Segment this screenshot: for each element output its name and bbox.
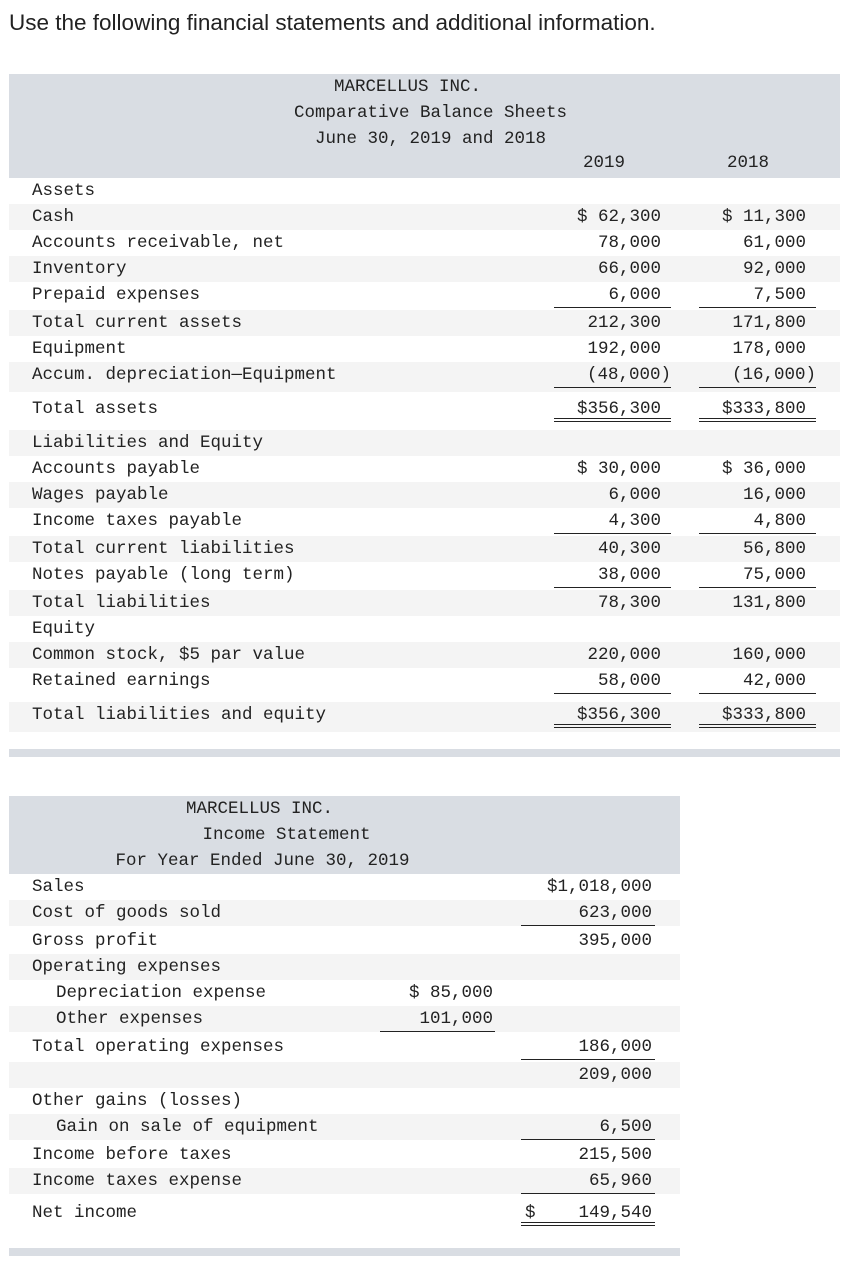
bs-row — [9, 178, 840, 204]
bs-row-label: Inventory — [32, 259, 127, 279]
bs-row-label: Total liabilities and equity — [32, 705, 327, 725]
is-cell-inner — [380, 1114, 495, 1140]
bs-cell-2018: 4,800 — [699, 508, 816, 534]
bs-col-2019: 2019 — [582, 153, 625, 173]
bs-row-label: Cash — [32, 207, 75, 227]
is-row — [9, 954, 680, 980]
bs-company: MARCELLUS INC. — [333, 77, 482, 97]
bs-cell-2019: 66,000 — [597, 259, 661, 279]
is-row — [9, 928, 680, 954]
is-cell-inner — [380, 1088, 495, 1114]
bs-row-label: Assets — [32, 181, 96, 201]
bs-cell-2018: 75,000 — [699, 562, 816, 588]
bs-row-label: Liabilities and Equity — [32, 433, 264, 453]
bs-cell-2018 — [699, 178, 816, 204]
bs-row — [9, 310, 840, 336]
bs-row-label: Notes payable (long term) — [32, 565, 295, 585]
is-row-label: Total operating expenses — [32, 1037, 285, 1057]
is-cell-outer — [521, 1088, 655, 1114]
is-cell-outer: 215,500 — [578, 1145, 652, 1165]
bs-cell-2018: 42,000 — [699, 668, 816, 694]
bs-cell-2019: $ 62,300 — [576, 207, 661, 227]
bs-row-label: Total assets — [32, 399, 159, 419]
bs-row — [9, 456, 840, 482]
bs-cell-2019: 6,000 — [608, 485, 661, 505]
bs-cell-2019 — [554, 430, 671, 456]
is-cell-inner: 101,000 — [380, 1006, 495, 1032]
is-row-label: Other expenses — [56, 1009, 204, 1029]
bs-cell-2019: $356,300 — [554, 702, 671, 728]
is-currency-symbol: $ — [525, 1203, 536, 1223]
bs-cell-2019: 78,000 — [597, 233, 661, 253]
bs-cell-2018: 56,800 — [742, 539, 806, 559]
bs-cell-2019 — [554, 616, 671, 642]
bs-footer-bar — [9, 749, 840, 757]
is-row — [9, 1142, 680, 1168]
bs-cell-2019: $356,300 — [554, 396, 671, 422]
bs-cell-2018: 61,000 — [742, 233, 806, 253]
is-cell-inner — [380, 1062, 495, 1088]
bs-row — [9, 336, 840, 362]
bs-row — [9, 536, 840, 562]
is-cell-outer: 65,960 — [521, 1168, 655, 1194]
is-cell-outer: 149,540 — [521, 1200, 655, 1226]
is-row-label: Income before taxes — [32, 1145, 232, 1165]
bs-date: June 30, 2019 and 2018 — [314, 129, 547, 149]
is-row-label: Cost of goods sold — [32, 903, 222, 923]
bs-cell-2018: 7,500 — [699, 282, 816, 308]
bs-row-label: Accounts receivable, net — [32, 233, 285, 253]
is-cell-inner — [380, 874, 495, 900]
is-cell-outer: $1,018,000 — [546, 877, 652, 897]
bs-cell-2018: 178,000 — [732, 339, 806, 359]
is-cell-inner — [380, 900, 495, 926]
bs-row-label: Equity — [32, 619, 96, 639]
balance-sheet-header — [9, 74, 840, 178]
bs-cell-2019: 192,000 — [587, 339, 661, 359]
bs-cell-2019: 78,300 — [597, 593, 661, 613]
is-row-label: Gain on sale of equipment — [56, 1117, 319, 1137]
bs-cell-2019: 58,000 — [554, 668, 671, 694]
bs-row-label: Income taxes payable — [32, 511, 243, 531]
bs-row — [9, 590, 840, 616]
bs-row — [9, 702, 840, 732]
bs-row — [9, 282, 840, 308]
is-title: Income Statement — [202, 825, 371, 845]
is-cell-inner — [380, 954, 495, 980]
bs-row-label: Wages payable — [32, 485, 169, 505]
is-cell-outer — [521, 1006, 655, 1032]
bs-cell-2019: 212,300 — [587, 313, 661, 333]
is-row — [9, 900, 680, 926]
is-row — [9, 1088, 680, 1114]
is-cell-inner — [380, 1168, 495, 1194]
is-cell-inner — [380, 1142, 495, 1168]
is-cell-inner: $ 85,000 — [408, 983, 493, 1003]
is-footer-bar — [9, 1248, 680, 1256]
bs-cell-2018: 171,800 — [732, 313, 806, 333]
bs-row — [9, 482, 840, 508]
is-company: MARCELLUS INC. — [185, 799, 334, 819]
is-row-label: Gross profit — [32, 931, 159, 951]
is-row-label: Other gains (losses) — [32, 1091, 243, 1111]
is-row — [9, 1006, 680, 1032]
bs-cell-2019: 40,300 — [597, 539, 661, 559]
bs-row — [9, 668, 840, 698]
bs-row — [9, 396, 840, 426]
bs-row — [9, 256, 840, 282]
bs-cell-2019: 6,000 — [554, 282, 671, 308]
intro-text: Use the following financial statements and additional information. — [9, 10, 656, 35]
bs-cell-2018 — [699, 616, 816, 642]
bs-cell-2018: $ 11,300 — [721, 207, 806, 227]
bs-row — [9, 642, 840, 668]
is-row — [9, 1200, 680, 1226]
is-cell-outer — [521, 980, 655, 1006]
is-row — [9, 1168, 680, 1194]
is-date: For Year Ended June 30, 2019 — [115, 851, 410, 871]
balance-sheet-table — [9, 74, 840, 757]
bs-row — [9, 230, 840, 256]
is-row-label: Net income — [32, 1203, 138, 1223]
bs-cell-2018 — [699, 430, 816, 456]
bs-cell-2019: (48,000) — [554, 362, 671, 388]
is-row-label: Sales — [32, 877, 85, 897]
is-cell-outer: 623,000 — [521, 900, 655, 926]
bs-row-label: Accum. depreciation—Equipment — [32, 365, 337, 385]
bs-cell-2018: $ 36,000 — [721, 459, 806, 479]
bs-cell-2018: $333,800 — [699, 396, 816, 422]
is-cell-outer: 209,000 — [578, 1065, 652, 1085]
is-row — [9, 1114, 680, 1140]
bs-row — [9, 508, 840, 534]
is-cell-outer — [521, 954, 655, 980]
is-cell-inner — [380, 928, 495, 954]
bs-row-label: Common stock, $5 par value — [32, 645, 306, 665]
is-cell-outer: 395,000 — [578, 931, 652, 951]
income-statement-header — [9, 796, 680, 874]
bs-cell-2018: 16,000 — [742, 485, 806, 505]
bs-row-label: Equipment — [32, 339, 127, 359]
is-row-label: Operating expenses — [32, 957, 222, 977]
is-cell-outer: 186,000 — [521, 1034, 655, 1060]
bs-row-label: Prepaid expenses — [32, 285, 201, 305]
bs-row — [9, 204, 840, 230]
bs-row — [9, 616, 840, 642]
bs-cell-2018: 92,000 — [742, 259, 806, 279]
is-row — [9, 874, 680, 900]
bs-cell-2019: 220,000 — [587, 645, 661, 665]
is-row — [9, 1062, 680, 1088]
is-cell-outer: 6,500 — [521, 1114, 655, 1140]
bs-cell-2019: 4,300 — [554, 508, 671, 534]
bs-row — [9, 562, 840, 588]
bs-row-label: Total liabilities — [32, 593, 211, 613]
bs-row — [9, 430, 840, 456]
is-cell-inner — [380, 1034, 495, 1060]
bs-cell-2019 — [554, 178, 671, 204]
bs-cell-2018: (16,000) — [699, 362, 816, 388]
bs-title: Comparative Balance Sheets — [293, 103, 568, 123]
bs-cell-2019: 38,000 — [554, 562, 671, 588]
is-row-label: Depreciation expense — [56, 983, 267, 1003]
bs-row — [9, 362, 840, 392]
income-statement-table — [9, 796, 680, 1256]
bs-cell-2018: $333,800 — [699, 702, 816, 728]
is-row — [9, 980, 680, 1006]
bs-row-label: Total current liabilities — [32, 539, 295, 559]
bs-cell-2018: 160,000 — [732, 645, 806, 665]
bs-row-label: Accounts payable — [32, 459, 201, 479]
bs-cell-2018: 131,800 — [732, 593, 806, 613]
is-cell-inner — [380, 1200, 495, 1226]
bs-col-2018: 2018 — [726, 153, 769, 173]
is-row — [9, 1034, 680, 1060]
bs-row-label: Retained earnings — [32, 671, 211, 691]
bs-cell-2019: $ 30,000 — [576, 459, 661, 479]
is-row-label: Income taxes expense — [32, 1171, 243, 1191]
bs-row-label: Total current assets — [32, 313, 243, 333]
